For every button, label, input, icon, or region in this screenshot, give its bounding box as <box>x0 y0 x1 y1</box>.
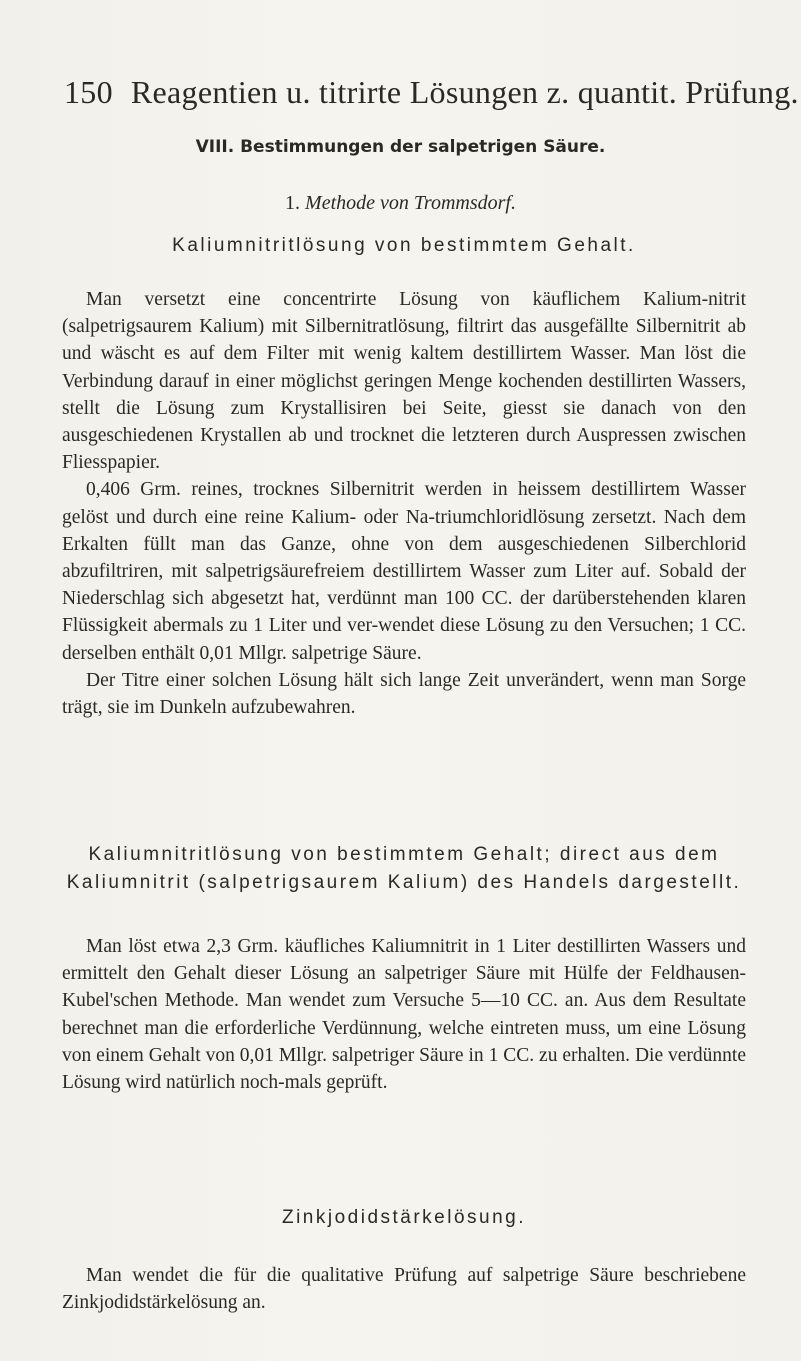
method-title <box>0 192 801 215</box>
running-title: Reagentien u. titrirte Lösungen z. quantit. Prüfung. <box>130 74 799 110</box>
subheading-kaliumnitrit-handel: Kaliumnitritlösung von bestimmtem Gehalt; direct aus dem Kaliumnitrit (salpetrigsaurem Kalium) des Handels dargestellt. <box>66 844 742 893</box>
paragraph: Man wendet die für die qualitative Prüfung auf salpetrige Säure beschriebene Zinkjodidstärkelösung an. <box>62 1265 746 1314</box>
paragraph-group-3 <box>62 1262 746 1316</box>
paragraph-group-2 <box>62 933 746 1096</box>
running-header <box>64 74 799 111</box>
paragraph: Der Titre einer solchen Lösung hält sich lange Zeit unverändert, wenn man Sorge trägt, sie im Dunkeln aufzubewahren. <box>62 669 746 719</box>
paragraph: Man löst etwa 2,3 Grm. käufliches Kaliumnitrit in 1 Liter destillirten Wassers und ermittelt den Gehalt dieser Lösung an salpetriger Säure mit Hülfe der Feldhausen-Kubel'schen Methode. Man wendet zum Versuche 5—10 CC. an. Aus dem Resultate berechnet man die erforderliche Verdünnung, welche eintreten muss, um eine Lösung von einem Gehalt von 0,01 Mllgr. salpetriger Säure in 1 CC. zu erhalten. Die verdünnte Lösung wird natürlich noch-mals geprüft. <box>62 936 746 1094</box>
method-name: Methode von Trommsdorf. <box>305 192 516 214</box>
page-number: 150 <box>64 74 113 110</box>
paragraph: 0,406 Grm. reines, trocknes Silbernitrit werden in heissem destillirtem Wasser gelöst und durch eine reine Kalium- oder Na-triumchloridlösung zersetzt. Nach dem Erkalten füllt man das Ganze, ohne von dem ausgeschiedenen Silberchlorid abzufiltriren, mit salpetrigsäurefreiem destillirtem Wasser zum Liter auf. Sobald der Niederschlag sich abgesetzt hat, verdünnt man 100 CC. der darüberstehenden klaren Flüssigkeit abermals zu 1 Liter und ver-wendet diese Lösung zu den Versuchen; 1 CC. derselben enthält 0,01 Mllgr. salpetrige Säure. <box>62 479 746 664</box>
subheading-kaliumnitrit: Kaliumnitritlösung von bestimmtem Gehalt. <box>172 235 636 256</box>
paragraph-group-1 <box>62 286 746 721</box>
section-heading: VIII. Bestimmungen der salpetrigen Säure. <box>195 137 606 157</box>
paragraph: Man versetzt eine concentrirte Lösung von käuflichem Kalium-nitrit (salpetrigsaurem Kalium) mit Silbernitratlösung, filtrirt das ausgefällte Silbernitrit ab und wäscht es auf dem Filter mit wenig kaltem destillirtem Wasser. Man löst die Verbindung darauf in einer möglichst geringen Menge kochenden destillirten Wassers, stellt die Lösung zum Krystallisiren bei Seite, giesst sie danach von den ausgeschiedenen Krystallen ab und trocknet die letzteren durch Auspressen zwischen Fliesspapier. <box>62 289 746 474</box>
subheading-zinkjodidstaerke: Zinkjodidstärkelösung. <box>281 1207 527 1228</box>
method-number: 1. <box>285 192 301 214</box>
